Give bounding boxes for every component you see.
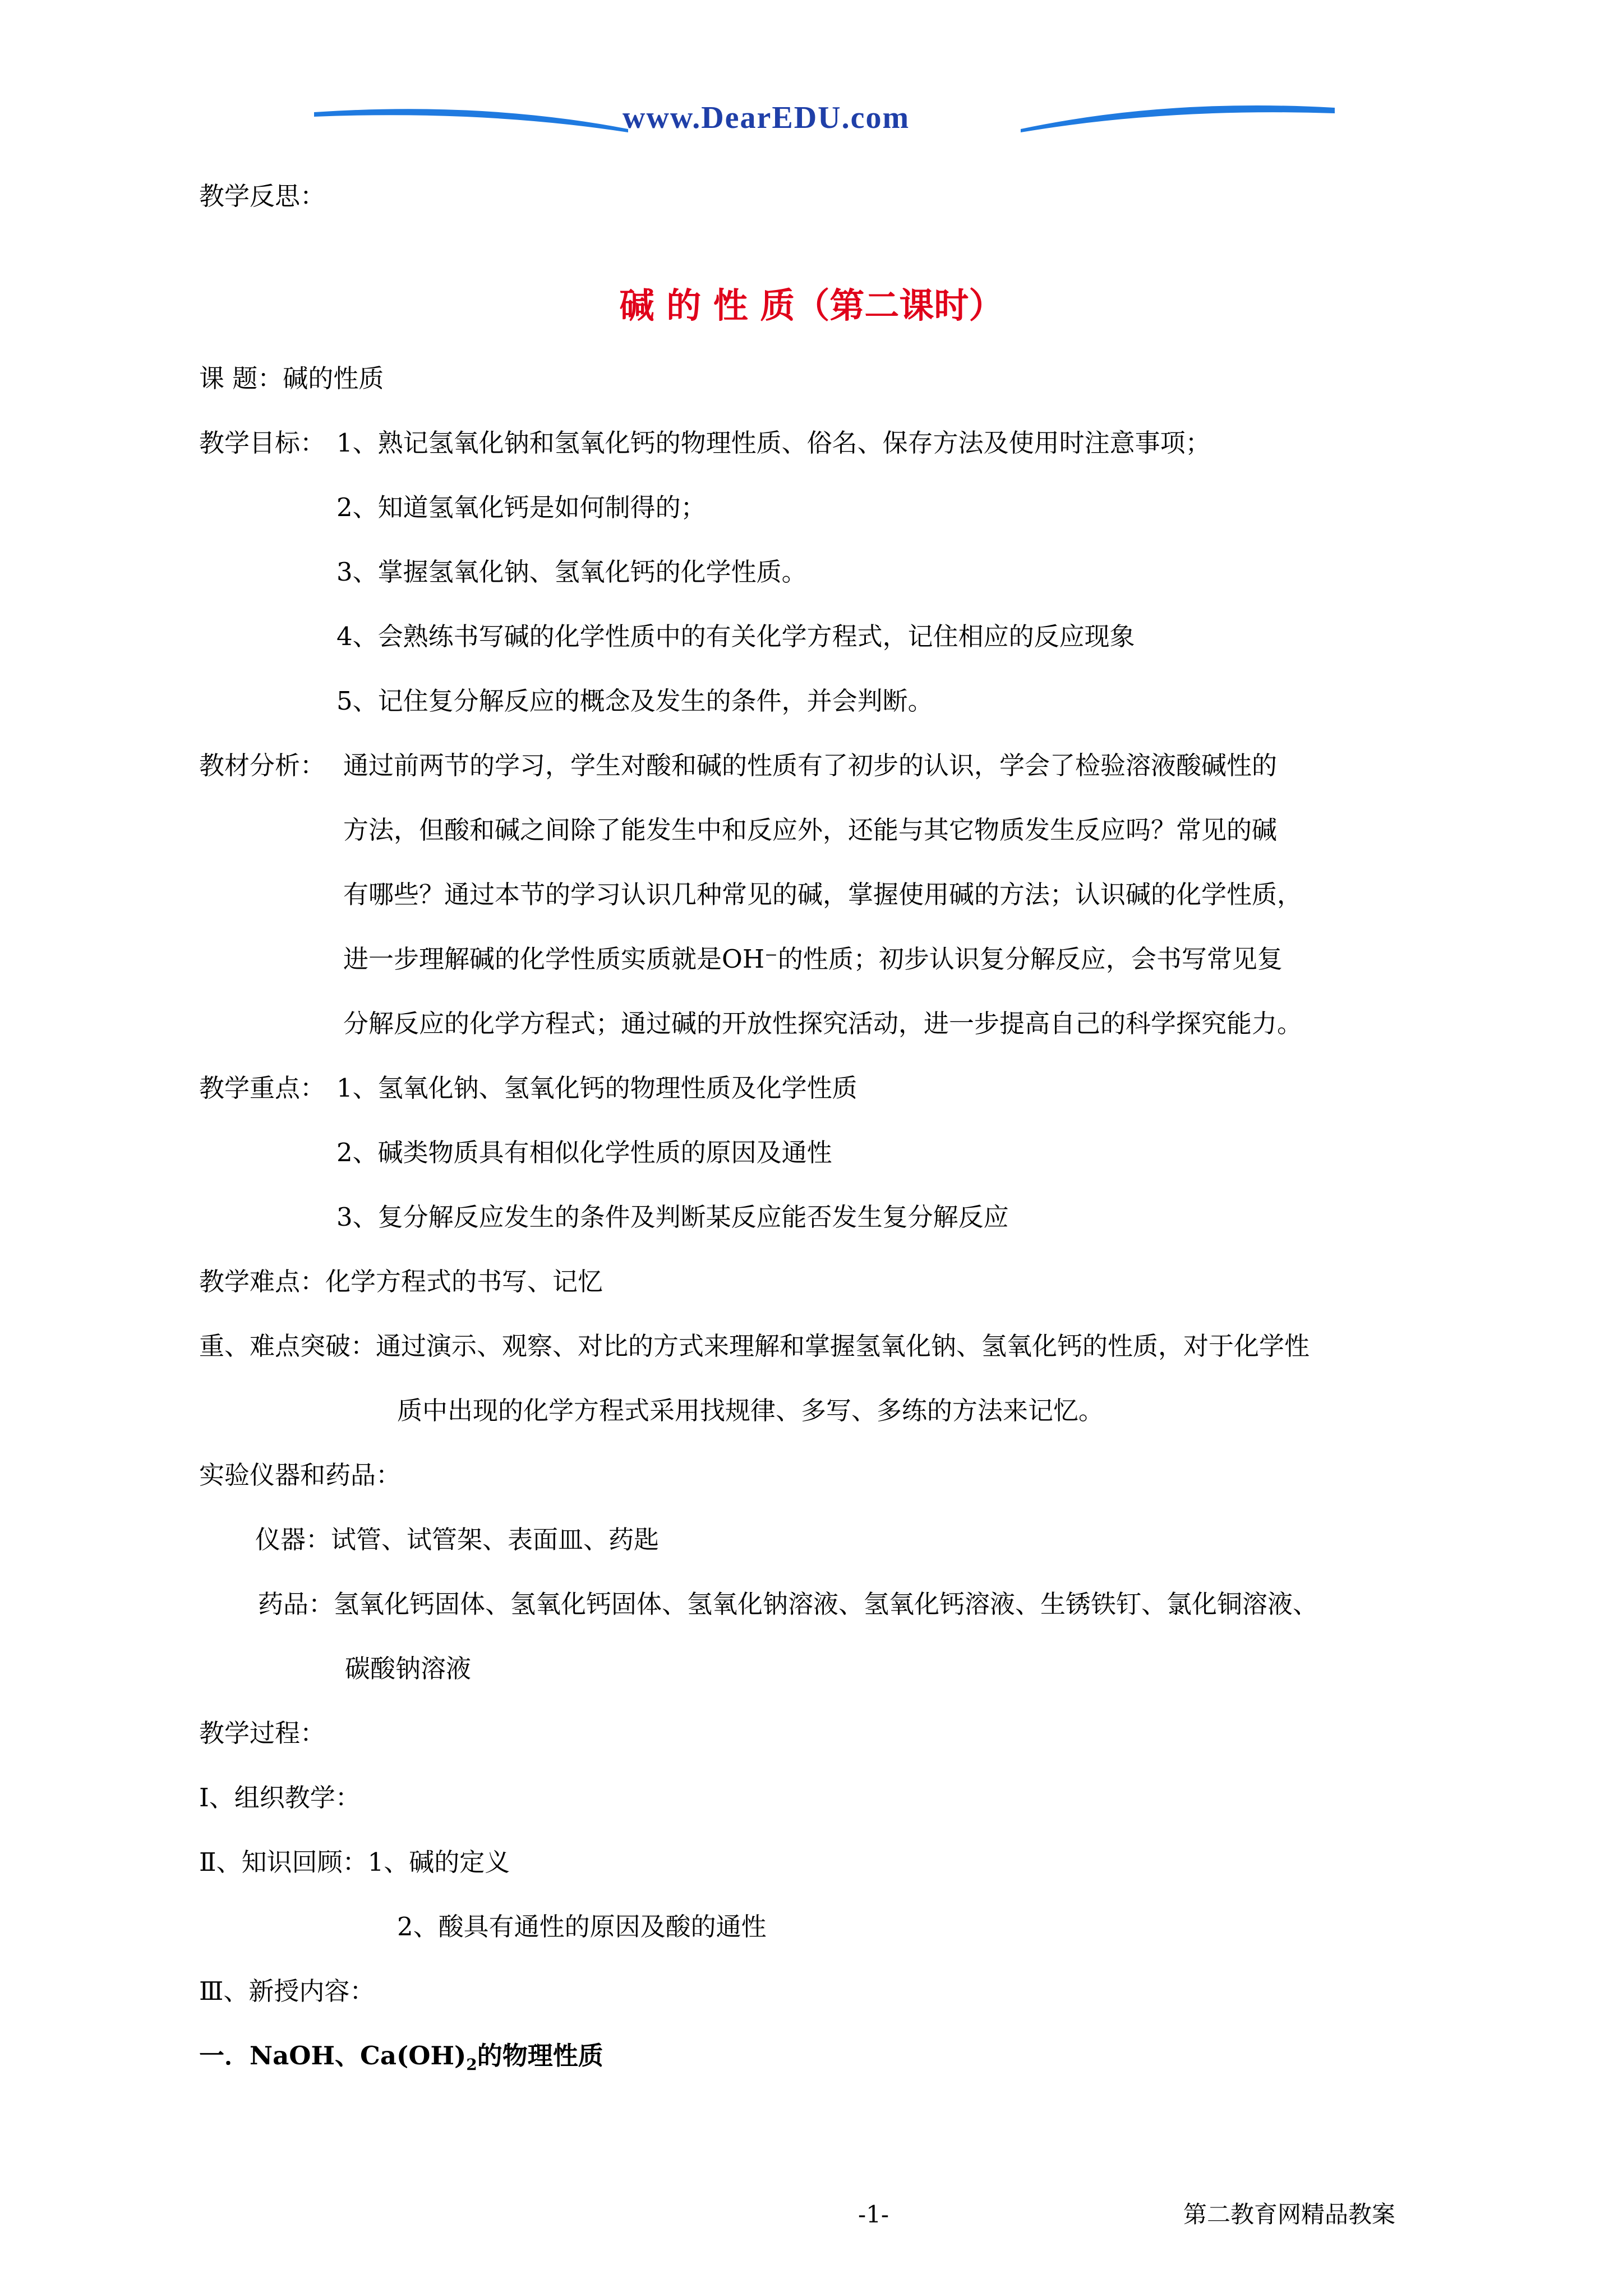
analysis-line: 方法，但酸和碱之间除了能发生中和反应外，还能与其它物质发生反应吗？常见的碱 (343, 815, 1278, 845)
breakthrough-line: 质中出现的化学方程式采用找规律、多写、多练的方法来记忆。 (397, 1396, 1104, 1425)
equipment-label: 实验仪器和药品： (199, 1460, 402, 1490)
process-label: 教学过程： (199, 1718, 326, 1748)
footer-source: 第二教育网精品教案 (1183, 2201, 1396, 2228)
banner-swoosh-right (1021, 105, 1335, 132)
instruments-value: 试管、试管架、表面皿、药匙 (331, 1525, 660, 1554)
difficulty-row (199, 1265, 603, 1299)
section-heading (199, 2039, 603, 2082)
objectives-label: 教学目标： (199, 428, 326, 458)
objective-item: 5、记住复分解反应的概念及发生的条件，并会判断。 (336, 686, 933, 716)
page-number: -1- (858, 2201, 889, 2228)
analysis-line: 有哪些？通过本节的学习认识几种常见的碱，掌握使用碱的方法；认识碱的化学性质， (343, 880, 1303, 909)
process-step-1: Ⅰ、组织教学： (199, 1783, 361, 1812)
breakthrough-line: 通过演示、观察、对比的方式来理解和掌握氢氧化钠、氢氧化钙的性质，对于化学性 (376, 1331, 1310, 1361)
reagents-row (258, 1588, 1318, 1621)
site-url-logo: www.DearEDU.com (623, 100, 910, 135)
reflection-label: 教学反思： (199, 181, 326, 211)
analysis-label: 教材分析： (199, 751, 326, 780)
topic-label: 课 题： (199, 364, 283, 393)
key-point-item: 3、复分解反应发生的条件及判断某反应能否发生复分解反应 (336, 1202, 1009, 1232)
section-heading-prefix: 一．NaOH、Ca(OH) (199, 2041, 467, 2070)
reagents-line: 氢氧化钙固体、氢氧化钙固体、氢氧化钠溶液、氢氧化钙溶液、生锈铁钉、氯化铜溶液、 (334, 1589, 1318, 1619)
analysis-line: 通过前两节的学习，学生对酸和碱的性质有了初步的认识，学会了检验溶液酸碱性的 (343, 751, 1278, 780)
process-step-2-item: 2、酸具有通性的原因及酸的通性 (397, 1912, 767, 1941)
process-step-2 (199, 1846, 510, 1879)
section-heading-suffix: 的物理性质 (477, 2041, 603, 2070)
key-point-item: 1、氢氧化钠、氢氧化钙的物理性质及化学性质 (336, 1073, 857, 1103)
document-title: 碱 的 性 质（第二课时） (619, 285, 1004, 326)
breakthrough-row (199, 1329, 1310, 1363)
section-heading-subscript: 2 (466, 2055, 477, 2074)
process-step-3: Ⅲ、新授内容： (199, 1976, 375, 2006)
objective-item: 1、熟记氢氧化钠和氢氧化钙的物理性质、俗名、保存方法及使用时注意事项； (336, 428, 1211, 458)
difficulty-label: 教学难点： (199, 1267, 326, 1296)
process-step-2-item: 1、碱的定义 (367, 1847, 510, 1877)
difficulty-value: 化学方程式的书写、记忆 (325, 1267, 603, 1296)
objective-item: 2、知道氢氧化钙是如何制得的； (336, 493, 706, 522)
instruments-label: 仪器： (255, 1525, 331, 1554)
topic-value: 碱的性质 (283, 364, 384, 393)
reagents-label: 药品： (258, 1589, 334, 1619)
objective-item: 3、掌握氢氧化钠、氢氧化钙的化学性质。 (336, 557, 807, 587)
analysis-line: 进一步理解碱的化学性质实质就是OH⁻的性质；初步认识复分解反应，会书写常见复 (343, 944, 1283, 974)
key-point-item: 2、碱类物质具有相似化学性质的原因及通性 (336, 1138, 832, 1167)
banner-swoosh-left (314, 109, 628, 132)
objective-item: 4、会熟练书写碱的化学性质中的有关化学方程式，记住相应的反应现象 (336, 622, 1135, 651)
breakthrough-label: 重、难点突破： (199, 1331, 376, 1361)
instruments-row (255, 1523, 659, 1557)
reagents-line: 碳酸钠溶液 (345, 1654, 472, 1683)
analysis-line: 分解反应的化学方程式；通过碱的开放性探究活动，进一步提高自己的科学探究能力。 (343, 1009, 1303, 1038)
process-step-2-label: Ⅱ、知识回顾： (199, 1847, 368, 1877)
key-points-label: 教学重点： (199, 1073, 326, 1103)
topic-row (199, 362, 384, 395)
